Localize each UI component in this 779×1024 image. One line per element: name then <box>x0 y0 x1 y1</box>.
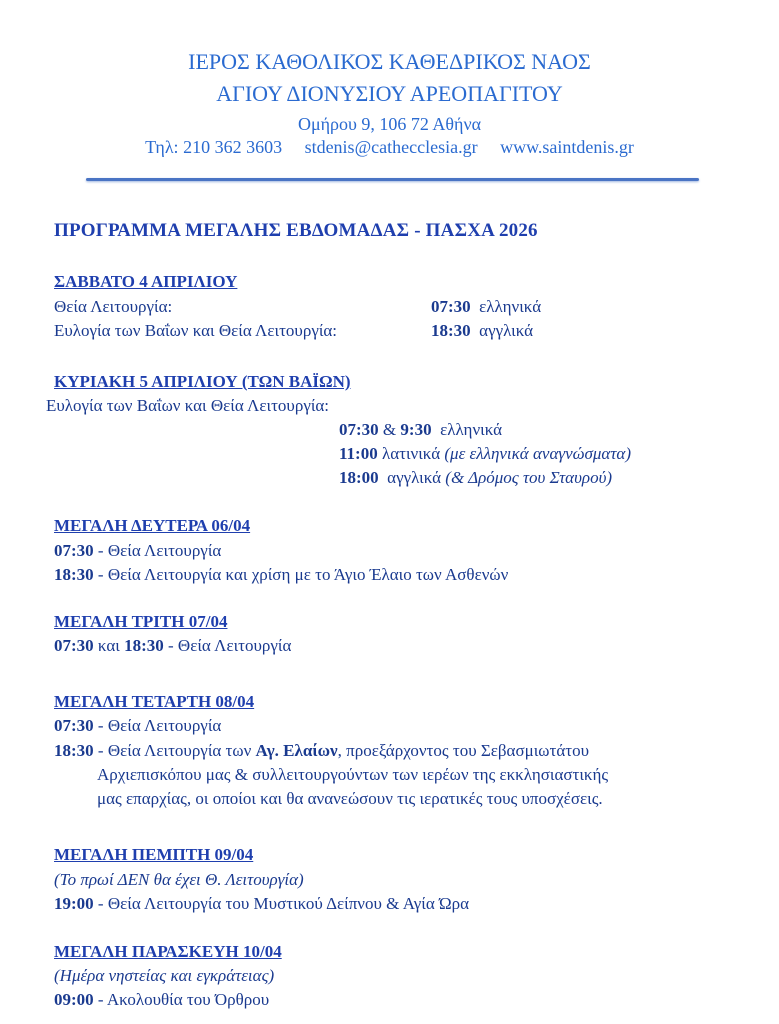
church-name-line2: ΑΓΙΟΥ ΔΙΟΝΥΣΙΟΥ ΑΡΕΟΠΑΓΙΤΟΥ <box>216 81 563 106</box>
time: 18:30 <box>54 565 94 584</box>
day-heading-tuesday: ΜΕΓΑΛΗ ΤΡΙΤΗ 07/04 <box>54 612 228 631</box>
phone: Τηλ: 210 362 3603 <box>145 137 283 157</box>
sat-row2-label: Ευλογία των Βαΐων και Θεία Λειτουργία: <box>54 321 338 340</box>
description: - Θεία Λειτουργία και χρίση με το Άγιο Έλαιο των Ασθενών <box>97 565 509 584</box>
time: 18:30 <box>54 741 94 760</box>
tue-row1 <box>54 636 291 656</box>
address: Ομήρου 9, 106 72 Αθήνα <box>297 114 482 134</box>
language: λατινικά <box>381 444 441 463</box>
sun-intro: Ευλογία των Βαΐων και Θεία Λειτουργία: <box>46 396 330 415</box>
time: 18:30 <box>431 321 471 340</box>
day-heading-saturday: ΣΑΒΒΑΤΟ 4 ΑΠΡΙΛΙΟΥ <box>54 272 238 291</box>
schedule-title: ΠΡΟΓΡΑΜΜΑ ΜΕΓΑΛΗΣ ΕΒΔΟΜΑΔΑΣ - ΠΑΣΧΑ 2026 <box>54 220 538 241</box>
website-link[interactable]: www.saintdenis.gr <box>500 137 634 157</box>
description: - Θεία Λειτουργία <box>168 636 292 655</box>
oils-label: Αγ. Ελαίων <box>255 741 338 760</box>
description: - Θεία Λειτουργία του Μυστικού Δείπνου & Αγία Ώρα <box>97 894 470 913</box>
language: αγγλικά <box>387 468 442 487</box>
note: (με ελληνικά αναγνώσματα) <box>444 444 631 463</box>
time: 11:00 <box>339 444 378 463</box>
conjunction: και <box>97 636 120 655</box>
day-heading-thursday: ΜΕΓΑΛΗ ΠΕΜΠΤΗ 09/04 <box>54 845 254 864</box>
church-name-line1: ΙΕΡΟΣ ΚΑΘΟΛΙΚΟΣ ΚΑΘΕΔΡΙΚΟΣ ΝΑΟΣ <box>188 49 591 74</box>
time: 18:30 <box>124 636 164 655</box>
fri-note <box>54 966 274 986</box>
thu-note <box>54 870 304 890</box>
fri-row1 <box>54 990 269 1010</box>
time: 18:00 <box>339 468 379 487</box>
time: 19:00 <box>54 894 94 913</box>
mon-row1 <box>54 541 221 561</box>
language: ελληνικά <box>440 420 503 439</box>
day-heading-sunday: ΚΥΡΙΑΚΗ 5 ΑΠΡΙΛΙΟΥ (ΤΩΝ ΒΑΪΩΝ) <box>54 372 351 391</box>
description-cont: , προεξάρχοντος του Σεβασμιωτάτου <box>337 741 589 760</box>
language: αγγλικά <box>479 321 534 340</box>
header-divider <box>86 178 699 181</box>
time: 07:30 <box>339 420 379 439</box>
day-heading-friday: ΜΕΓΑΛΗ ΠΑΡΑΣΚΕΥΗ 10/04 <box>54 942 282 961</box>
email-link[interactable]: stdenis@cathecclesia.gr <box>304 137 478 157</box>
day-heading-monday: ΜΕΓΑΛΗ ΔΕΥΤΕΡΑ 06/04 <box>54 516 251 535</box>
time: 07:30 <box>431 297 471 316</box>
time: 07:30 <box>54 636 94 655</box>
mon-row2 <box>54 565 508 585</box>
time: 09:00 <box>54 990 94 1009</box>
note: (& Δρόμος του Σταυρού) <box>445 468 613 487</box>
language: ελληνικά <box>479 297 542 316</box>
wed-row2-line2: Αρχιεπισκόπου μας & συλλειτουργούντων των ιερέων της εκκλησιαστικής <box>97 765 609 784</box>
wed-row1 <box>54 716 221 736</box>
time: 9:30 <box>400 420 432 439</box>
wed-row2 <box>54 741 589 761</box>
sat-row1-label: Θεία Λειτουργία: <box>54 297 173 316</box>
day-heading-wednesday: ΜΕΓΑΛΗ ΤΕΤΑΡΤΗ 08/04 <box>54 692 255 711</box>
sun-row1 <box>339 420 502 440</box>
sun-row3 <box>339 468 612 488</box>
note: (Το πρωί ΔΕΝ θα έχει Θ. Λειτουργία) <box>54 870 304 889</box>
thu-row1 <box>54 894 469 914</box>
time: 07:30 <box>54 541 94 560</box>
time: 07:30 <box>54 716 94 735</box>
description: - Θεία Λειτουργία των <box>97 741 252 760</box>
sat-row2-time-lang <box>431 321 533 341</box>
wed-row2-line3: μας επαρχίας, οι οποίοι και θα ανανεώσουν τις ιερατικές τους υποσχέσεις. <box>97 789 603 808</box>
sat-row1-time-lang <box>431 297 541 317</box>
contact-line <box>0 137 779 158</box>
ampersand: & <box>382 420 397 439</box>
description: - Θεία Λειτουργία <box>97 541 222 560</box>
sun-row2 <box>339 444 631 464</box>
description: - Ακολουθία του Όρθρου <box>97 990 270 1009</box>
note: (Ημέρα νηστείας και εγκράτειας) <box>54 966 275 985</box>
description: - Θεία Λειτουργία <box>97 716 222 735</box>
